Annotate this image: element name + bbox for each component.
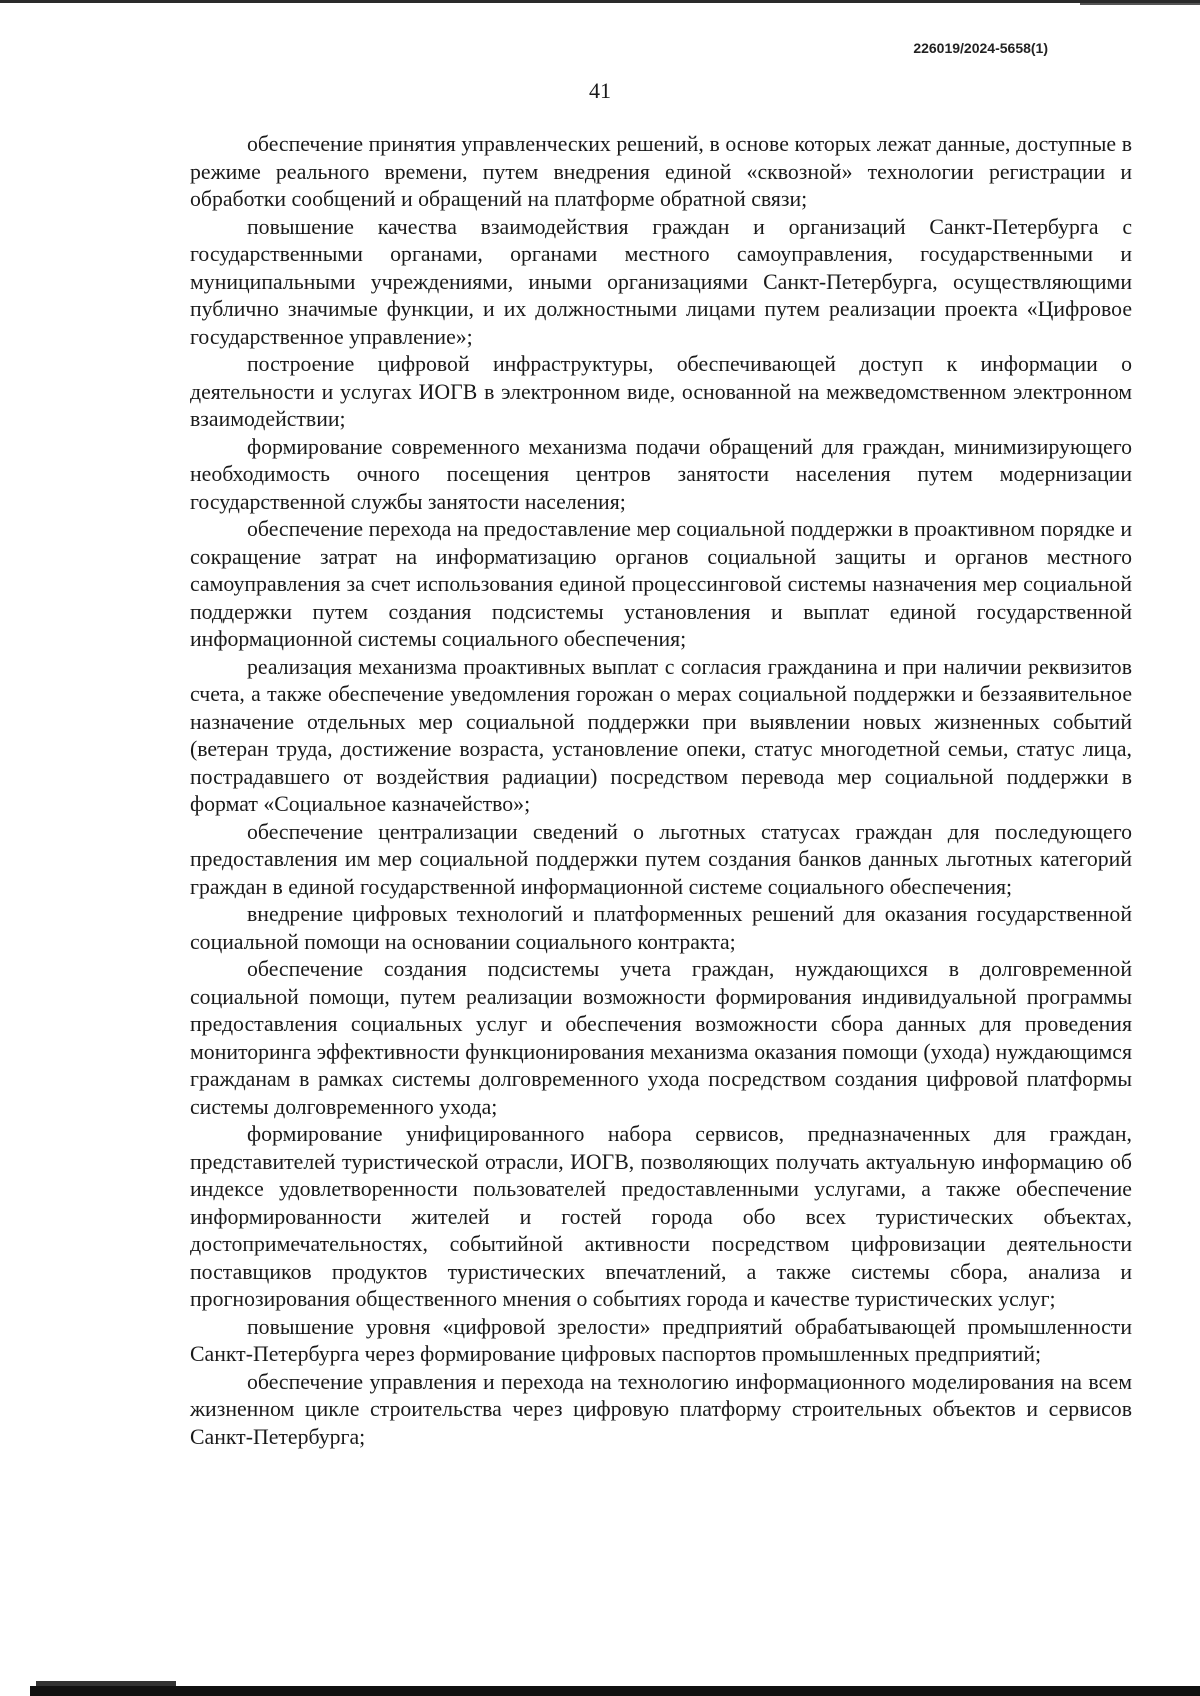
paragraph: формирование современного механизма подачи обращений для граждан, минимизирующего необходимость очного посещения центров занятости населения путем модернизации государственной службы занятости населения; <box>190 434 1132 514</box>
scan-edge-top-right <box>1080 3 1200 5</box>
scan-edge-top <box>0 0 1200 3</box>
paragraph: обеспечение перехода на предоставление мер социальной поддержки в проактивном порядке и сокращение затрат на информатизацию органов социальной защиты и органов местного самоуправления за счет использования единой процессинговой системы назначения мер социальной поддержки путем создания подсистемы установления и выплат единой государственной информационной системы социального обеспечения; <box>190 517 1132 651</box>
paragraph: реализация механизма проактивных выплат с согласия гражданина и при наличии реквизитов счета, а также обеспечение уведомления горожан о мерах социальной поддержки и беззаявительное назначение отдельных мер социальной поддержки при выявлении новых жизненных событий (ветеран труда, достижение возраста, установление опеки, статус многодетной семьи, статус лица, пострадавшего от воздействия радиации) посредством перевода мер социальной поддержки в формат «Социальное казначейство»; <box>190 654 1132 816</box>
document-body <box>190 131 1132 1451</box>
page-number: 41 <box>589 78 611 103</box>
paragraph: обеспечение централизации сведений о льготных статусах граждан для последующего предоставления им мер социальной поддержки путем создания банков данных льготных категорий граждан в единой государственной информационной системе социального обеспечения; <box>190 819 1132 899</box>
paragraph: повышение качества взаимодействия граждан и организаций Санкт-Петербурга с государственными органами, органами местного самоуправления, государственными и муниципальными учреждениями, иными организациями Санкт-Петербурга, осуществляющими публично значимые функции, и их должностными лицами путем реализации проекта «Цифровое государственное управление»; <box>190 214 1132 349</box>
paragraph: обеспечение создания подсистемы учета граждан, нуждающихся в долговременной социальной помощи, путем реализации возможности формирования индивидуальной программы предоставления социальных услуг и обеспечения возможности сбора данных для проведения мониторинга эффективности функционирования механизма оказания помощи (ухода) нуждающимся гражданам в рамках системы долговременного ухода посредством создания цифровой платформы системы долговременного ухода; <box>190 957 1132 1119</box>
paragraph: повышение уровня «цифровой зрелости» предприятий обрабатывающей промышленности Санкт-Петербурга через формирование цифровых паспортов промышленных предприятий; <box>190 1314 1132 1366</box>
document-registration-number: 226019/2024-5658(1) <box>913 40 1048 56</box>
scan-edge-bottom <box>30 1686 1200 1696</box>
paragraph: обеспечение управления и перехода на технологию информационного моделирования на всем жизненном цикле строительства через цифровую платформу строительных объектов и сервисов Санкт-Петербурга; <box>190 1369 1132 1449</box>
paragraph: внедрение цифровых технологий и платформенных решений для оказания государственной социальной помощи на основании социального контракта; <box>190 902 1132 954</box>
paragraph: построение цифровой инфраструктуры, обеспечивающей доступ к информации о деятельности и услугах ИОГВ в электронном виде, основанной на межведомственном электронном взаимодействии; <box>190 352 1132 431</box>
paragraph: обеспечение принятия управленческих решений, в основе которых лежат данные, доступные в режиме реального времени, путем внедрения единой «сквозной» технологии регистрации и обработки сообщений и обращений на платформе обратной связи; <box>190 132 1132 211</box>
paragraph: формирование унифицированного набора сервисов, предназначенных для граждан, представителей туристической отрасли, ИОГВ, позволяющих получать актуальную информацию об индексе удовлетворенности пользователей предоставленными услугами, а также обеспечение информированности жителей и гостей города обо всех туристических объектах, достопримечательностях, событийной активности посредством цифровизации деятельности поставщиков продуктов туристических впечатлений, а также системы сбора, анализа и прогнозирования общественного мнения о событиях города и качестве туристических услуг; <box>190 1122 1132 1311</box>
